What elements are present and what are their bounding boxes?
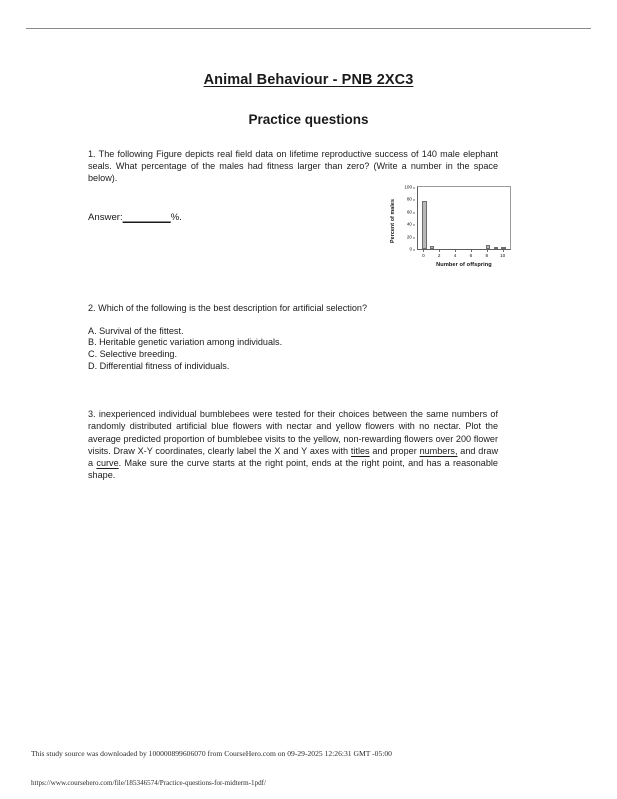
chart-x-tick-label: 10	[500, 253, 506, 258]
chart-y-axis-ticks	[398, 186, 415, 252]
chart-plot-area	[417, 186, 511, 250]
chart-y-tick-mark	[413, 188, 415, 189]
chart-x-tick-mark	[439, 250, 440, 252]
source-url[interactable]: https://www.coursehero.com/file/185346574/Practice-questions-for-midterm-1pdf/	[31, 779, 267, 787]
chart-y-tick-mark	[413, 200, 415, 201]
chart-y-tick-label: 60	[406, 209, 412, 215]
chart-y-tick-label: 40	[406, 221, 412, 227]
chart-y-tick-label: 100	[404, 184, 412, 190]
question-3-part-4: . Make sure the curve starts at the right point, ends at the right point, and has a reasonable shape.	[88, 458, 498, 481]
answer-blank[interactable]: _________	[122, 211, 171, 223]
option-d[interactable]: D. Differential fitness of individuals.	[88, 360, 230, 371]
chart-y-tick-label: 0	[409, 246, 412, 252]
chart-x-tick-mark	[487, 250, 488, 252]
chart-bar	[486, 245, 490, 249]
chart-x-tick-label: 6	[469, 253, 473, 258]
question-3-emphasis-numbers: numbers,	[419, 445, 458, 456]
answer-unit: %.	[170, 211, 182, 223]
chart-x-axis-label: Number of offspring	[436, 262, 492, 268]
chart-y-tick-mark	[413, 225, 415, 226]
page-title-text: Animal Behaviour - PNB 2XC3	[203, 72, 414, 88]
chart-y-axis-label: Percent of males	[390, 199, 396, 243]
question-3-text	[88, 408, 498, 481]
question-1-text: 1. The following Figure depicts real field data on lifetime reproductive success of 140 male elephant seals. What percentage of the males had fitness larger than zero? (Write a number in the space below).	[88, 149, 498, 184]
question-2-stem: 2. Which of the following is the best description for artificial selection?	[88, 302, 368, 313]
page-top-divider	[26, 28, 591, 29]
question-3-emphasis-curve: curve	[96, 458, 119, 468]
question-3-emphasis-titles: titles	[350, 445, 370, 456]
chart-bar	[422, 201, 426, 249]
offspring-histogram-figure	[389, 184, 520, 277]
question-3-part-1: 3. inexperienced individual bumblebees were tested for their choices between the same numbers of randomly distributed artificial blue flowers with nectar and yellow flowers with no nectar. Plot the average predicted proportion of bumblebee visits to the yellow, non-rewarding flowers over 200 flower visits. Draw X-Y coordinates, clearly label the X and Y axes with	[88, 409, 498, 456]
page-subtitle: Practice questions	[248, 112, 369, 127]
chart-x-tick-label: 2	[437, 253, 441, 258]
chart-y-tick-label: 80	[406, 197, 412, 203]
option-a[interactable]: A. Survival of the fittest.	[88, 325, 184, 336]
download-footer-note: This study source was downloaded by 100000899606070 from CourseHero.com on 09-29-2025 12:26:31 GMT -05:00	[31, 749, 392, 758]
chart-x-tick-label: 8	[485, 253, 489, 258]
chart-x-tick-label: 0	[422, 253, 425, 258]
option-b[interactable]: B. Heritable genetic variation among individuals.	[88, 337, 283, 348]
chart-bar	[501, 247, 505, 249]
chart-x-tick-mark	[471, 250, 472, 252]
chart-bar	[430, 246, 434, 249]
question-3-part-2: and proper	[369, 445, 420, 456]
option-c[interactable]: C. Selective breeding.	[88, 349, 177, 359]
chart-bar	[494, 247, 498, 249]
chart-x-tick-label: 4	[453, 253, 457, 258]
chart-y-tick-mark	[413, 250, 415, 251]
chart-x-axis-ticks	[417, 250, 511, 262]
chart-x-tick-mark	[423, 250, 424, 252]
chart-y-tick-label: 20	[406, 234, 412, 240]
answer-label: Answer:	[88, 211, 123, 223]
question-2-options	[88, 326, 498, 372]
chart-x-tick-mark	[455, 250, 456, 252]
page-title	[0, 72, 617, 88]
chart-x-tick-mark	[503, 250, 504, 252]
chart-y-tick-mark	[413, 212, 415, 213]
chart-y-tick-mark	[413, 237, 415, 238]
question-3-part-3: and draw a	[88, 445, 499, 468]
